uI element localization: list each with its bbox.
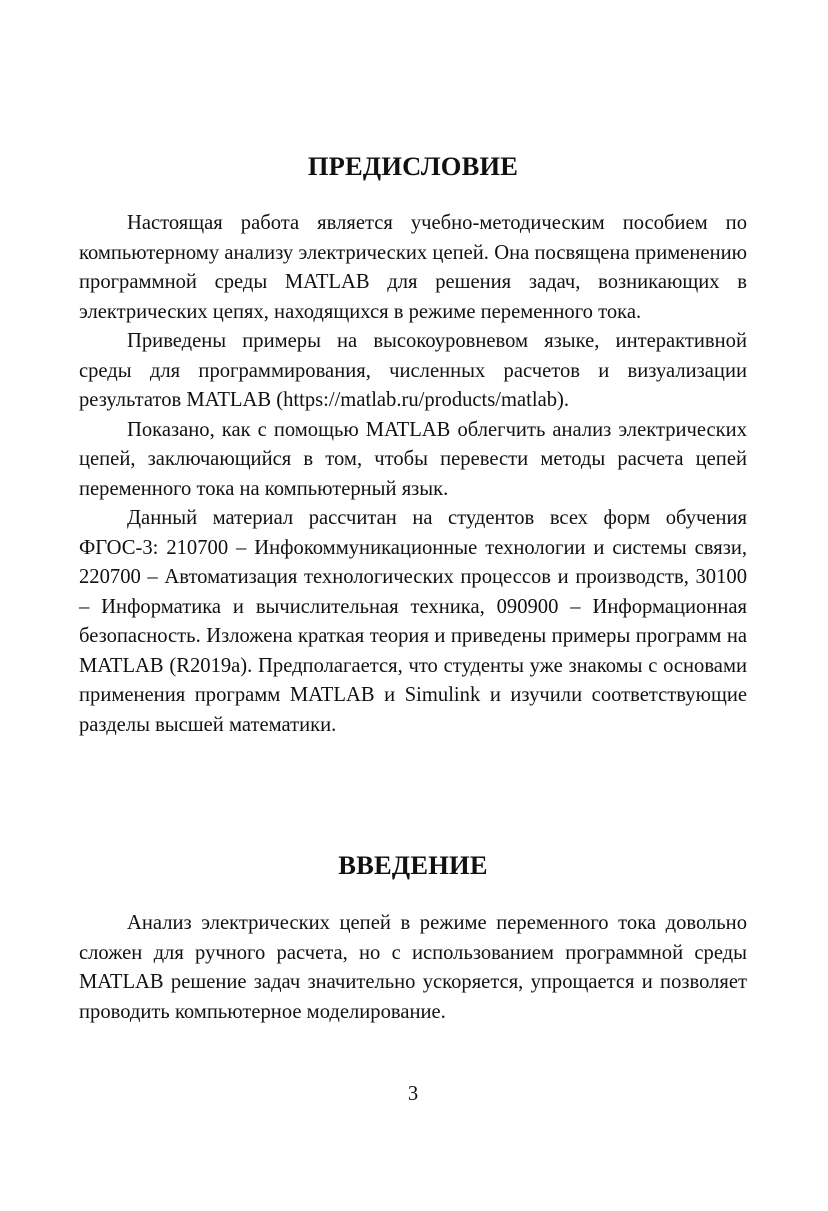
preface-heading: ПРЕДИСЛОВИЕ (307, 151, 519, 181)
introduction-paragraph: Анализ электрических цепей в режиме переменного тока довольно сложен для ручного расчета, но с использованием программной среды MATLAB решение задач значительно ускоряется, упрощается и позволяет проводить компьютерное моделирование. (79, 912, 747, 1023)
preface-paragraph: Приведены примеры на высокоуровневом языке, интерактивной среды для программирования, численных расчетов и визуализации результатов MATLAB (https://matlab.ru/products/matlab). (79, 330, 747, 411)
preface-paragraph: Данный материал рассчитан на студентов всех форм обучения ФГОС-3: 210700 – Инфокоммуникационные технологии и системы связи, 220700 – Автоматизация технологических процессов и производств, 30100 – Информатика и вычислительная техника, 090900 – Информационная безопасность. Изложена краткая теория и приведены примеры программ на MATLAB (R2019a). Предполагается, что студенты уже знакомы с основами применения программ MATLAB и Simulink и изучили соответствующие разделы высшей математики. (79, 507, 747, 736)
preface-paragraph: Показано, как с помощью MATLAB облегчить анализ электрических цепей, заключающийся в том, чтобы перевести методы расчета цепей переменного тока на компьютерный язык. (79, 418, 747, 500)
introduction-body (79, 909, 747, 1027)
introduction-heading: ВВЕДЕНИЕ (338, 850, 488, 880)
preface-body (79, 209, 747, 740)
page-number: 3 (407, 1083, 419, 1105)
preface-paragraph: Настоящая работа является учебно-методическим пособием по компьютерному анализу электрических цепей. Она посвящена применению программной среды MATLAB для решения задач, возникающих в электрических цепях, находящихся в режиме переменного тока. (79, 212, 747, 323)
